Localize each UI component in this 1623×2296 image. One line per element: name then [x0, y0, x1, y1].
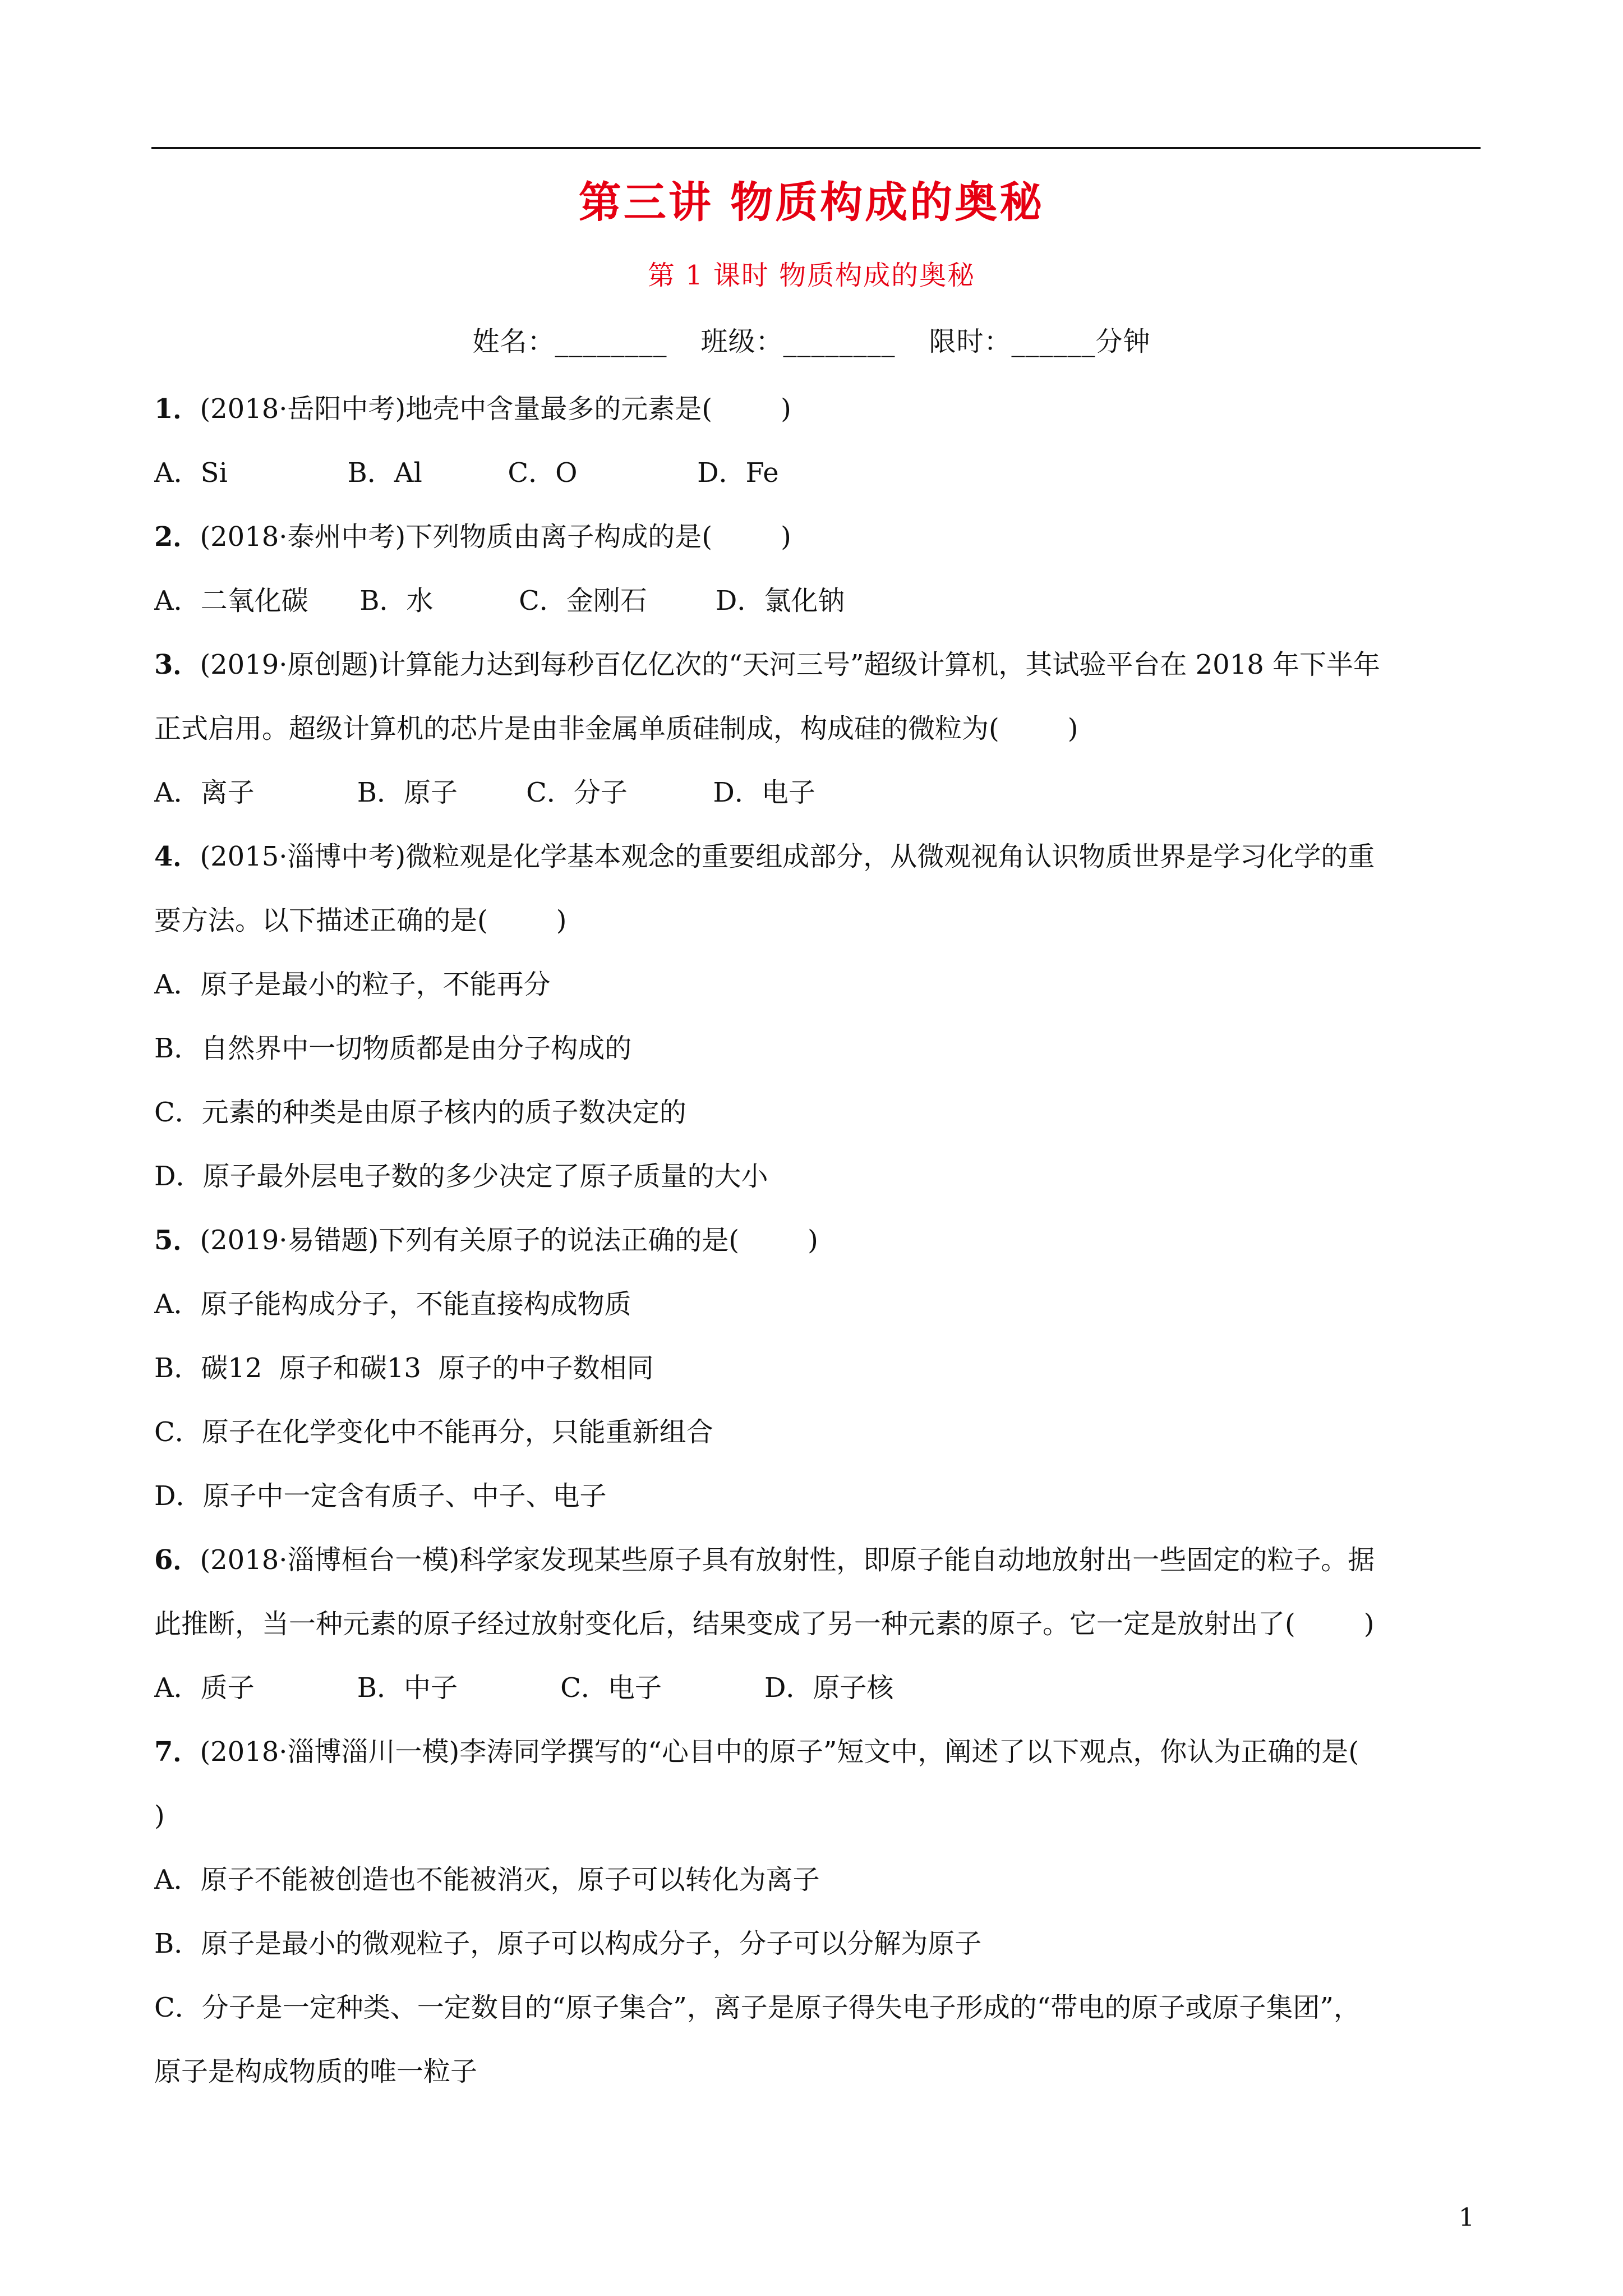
question-3-options: A．离子 B．原子 C．分子 D．电子 — [154, 777, 815, 808]
question-4-stem — [154, 825, 1483, 889]
student-info — [0, 320, 1623, 358]
question-2-options: A．二氧化碳 B．水 C．金刚石 D．氯化钠 — [154, 585, 845, 616]
question-4-option-b: B．自然界中一切物质都是由分子构成的 — [154, 1033, 632, 1064]
question-7-stem — [154, 1720, 1483, 1784]
question-4-stem-cont: 要方法。以下描述正确的是( ) — [154, 905, 567, 936]
question-text: (2019·易错题)下列有关原子的说法正确的是( ) — [200, 1225, 818, 1256]
question-number: 4． — [154, 841, 200, 872]
question-list — [154, 377, 1483, 2104]
question-3-stem — [154, 633, 1483, 697]
question-text: (2018·淄博桓台一模)科学家发现某些原子具有放射性，即原子能自动地放射出一些固定的粒子。据 — [200, 1544, 1375, 1576]
question-text: (2018·泰州中考)下列物质由离子构成的是( ) — [200, 521, 791, 553]
lesson-subtitle: 第 1 课时 物质构成的奥秘 — [647, 260, 976, 291]
page-number: 1 — [1459, 2203, 1474, 2232]
question-5-stem — [154, 1208, 1483, 1272]
question-number: 6． — [154, 1544, 200, 1576]
question-3-stem-cont: 正式启用。超级计算机的芯片是由非金属单质硅制成，构成硅的微粒为( ) — [154, 713, 1078, 744]
question-6-options: A．质子 B．中子 C．电子 D．原子核 — [154, 1672, 894, 1704]
question-text: (2015·淄博中考)微粒观是化学基本观念的重要组成部分，从微观视角认识物质世界是学习化学的重 — [200, 841, 1375, 872]
question-5-option-b: B．碳12 原子和碳13 原子的中子数相同 — [154, 1352, 654, 1384]
question-number: 5． — [154, 1225, 200, 1256]
question-7-option-c-cont: 原子是构成物质的唯一粒子 — [154, 2056, 478, 2087]
question-1-stem — [154, 377, 1483, 441]
question-1-options: A．Si B．Al C．O D．Fe — [154, 457, 779, 489]
question-7-option-b: B．原子是最小的微观粒子，原子可以构成分子，分子可以分解为原子 — [154, 1928, 982, 1959]
time-limit-field: 限时：______分钟 — [929, 326, 1151, 357]
question-6-stem-cont: 此推断，当一种元素的原子经过放射变化后，结果变成了另一种元素的原子。它一定是放射出了( ) — [154, 1608, 1375, 1640]
question-5-option-a: A．原子能构成分子，不能直接构成物质 — [154, 1289, 631, 1320]
question-7-option-a: A．原子不能被创造也不能被消灭，原子可以转化为离子 — [154, 1864, 820, 1895]
header-rule — [151, 147, 1481, 149]
class-field: 班级：________ — [700, 326, 896, 357]
question-number: 2． — [154, 521, 200, 553]
question-5-option-d: D．原子中一定含有质子、中子、电子 — [154, 1480, 607, 1512]
question-6-stem — [154, 1528, 1483, 1592]
question-4-option-a: A．原子是最小的粒子，不能再分 — [154, 969, 551, 1000]
question-number: 3． — [154, 649, 200, 680]
page-title: 第三讲 物质构成的奥秘 — [578, 177, 1045, 227]
question-7-option-c: C．分子是一定种类、一定数目的“原子集合”，离子是原子得失电子形成的“带电的原子或原子集团”， — [154, 1992, 1361, 2023]
name-field: 姓名：________ — [472, 326, 667, 357]
question-5-option-c: C．原子在化学变化中不能再分，只能重新组合 — [154, 1416, 713, 1448]
question-7-stem-cont: ) — [154, 1800, 165, 1832]
question-number: 7． — [154, 1736, 200, 1768]
question-text: (2019·原创题)计算能力达到每秒百亿亿次的“天河三号”超级计算机，其试验平台在 2018 年下半年 — [200, 649, 1381, 680]
question-number: 1． — [154, 393, 200, 425]
question-2-stem — [154, 505, 1483, 569]
question-text: (2018·岳阳中考)地壳中含量最多的元素是( ) — [200, 393, 791, 425]
question-4-option-d: D．原子最外层电子数的多少决定了原子质量的大小 — [154, 1161, 768, 1192]
question-4-option-c: C．元素的种类是由原子核内的质子数决定的 — [154, 1097, 686, 1128]
question-text: (2018·淄博淄川一模)李涛同学撰写的“心目中的原子”短文中，阐述了以下观点，你认为正确的是( — [200, 1736, 1359, 1768]
